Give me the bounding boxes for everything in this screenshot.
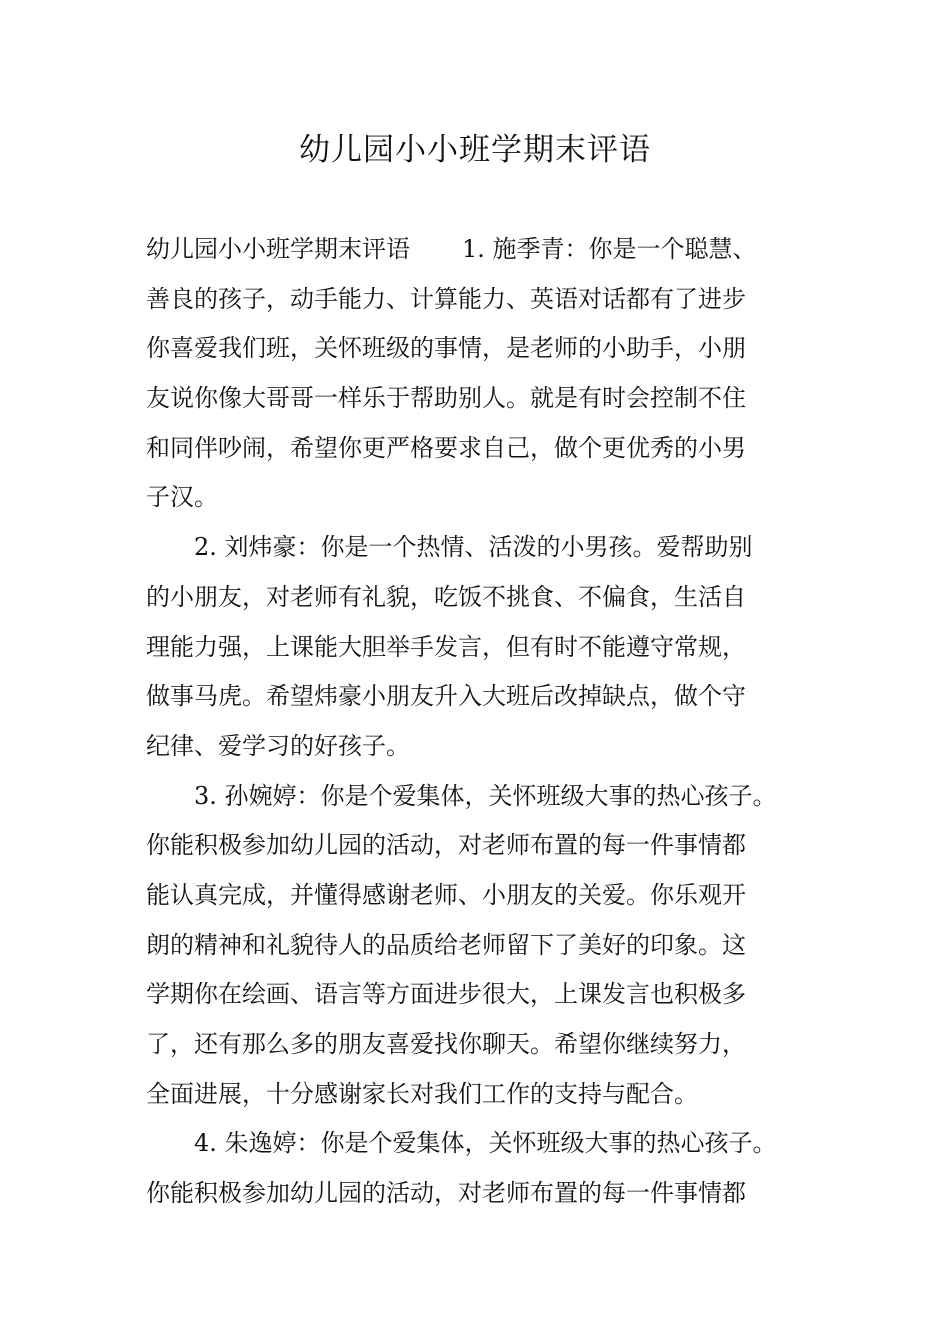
document-body (146, 225, 818, 1219)
paragraph-line: 了，还有那么多的朋友喜爱找你聊天。希望你继续努力， (146, 1030, 746, 1058)
paragraph-line: 3. 孙婉婷：你是个爱集体，关怀班级大事的热心孩子。 (194, 781, 777, 810)
paragraph-line: 友说你像大哥哥一样乐于帮助别人。就是有时会控制不住 (146, 384, 746, 413)
intro-heading: 幼儿园小小班学期末评语 (146, 235, 410, 263)
paragraph-line: 全面进展，十分感谢家长对我们工作的支持与配合。 (146, 1079, 698, 1108)
paragraph-line: 做事马虎。希望炜豪小朋友升入大班后改掉缺点，做个守 (146, 682, 746, 711)
paragraph-line: 你能积极参加幼儿园的活动，对老师布置的每一件事情都 (146, 831, 746, 860)
paragraph-line: 纪律、爱学习的好孩子。 (146, 731, 410, 760)
paragraph-line: 子汉。 (146, 483, 218, 512)
paragraph-line: 学期你在绘画、语言等方面进步很大，上课发言也积极多 (146, 980, 746, 1009)
entry-1-start: 1. 施季青：你是一个聪慧、 (462, 235, 757, 263)
paragraph-line: 4. 朱逸婷：你是个爱集体，关怀班级大事的热心孩子。 (194, 1129, 777, 1158)
paragraph-line: 2. 刘炜豪：你是一个热情、活泼的小男孩。爱帮助别 (194, 533, 753, 562)
paragraph-line: 的小朋友，对老师有礼貌，吃饭不挑食、不偏食，生活自 (146, 582, 746, 611)
paragraph-line: 理能力强，上课能大胆举手发言，但有时不能遵守常规， (146, 632, 746, 661)
paragraph-line (146, 225, 818, 275)
paragraph-line: 能认真完成，并懂得感谢老师、小朋友的关爱。你乐观开 (146, 880, 746, 909)
paragraph-line: 你能积极参加幼儿园的活动，对老师布置的每一件事情都 (146, 1179, 746, 1208)
paragraph-line: 朗的精神和礼貌待人的品质给老师留下了美好的印象。这 (146, 930, 746, 959)
paragraph-line: 和同伴吵闹，希望你更严格要求自己，做个更优秀的小男 (146, 433, 746, 462)
paragraph-line: 善良的孩子，动手能力、计算能力、英语对话都有了进步 (146, 284, 746, 313)
paragraph-line: 你喜爱我们班，关怀班级的事情，是老师的小助手，小朋 (146, 334, 746, 363)
document-title: 幼儿园小小班学期末评语 (299, 132, 651, 168)
